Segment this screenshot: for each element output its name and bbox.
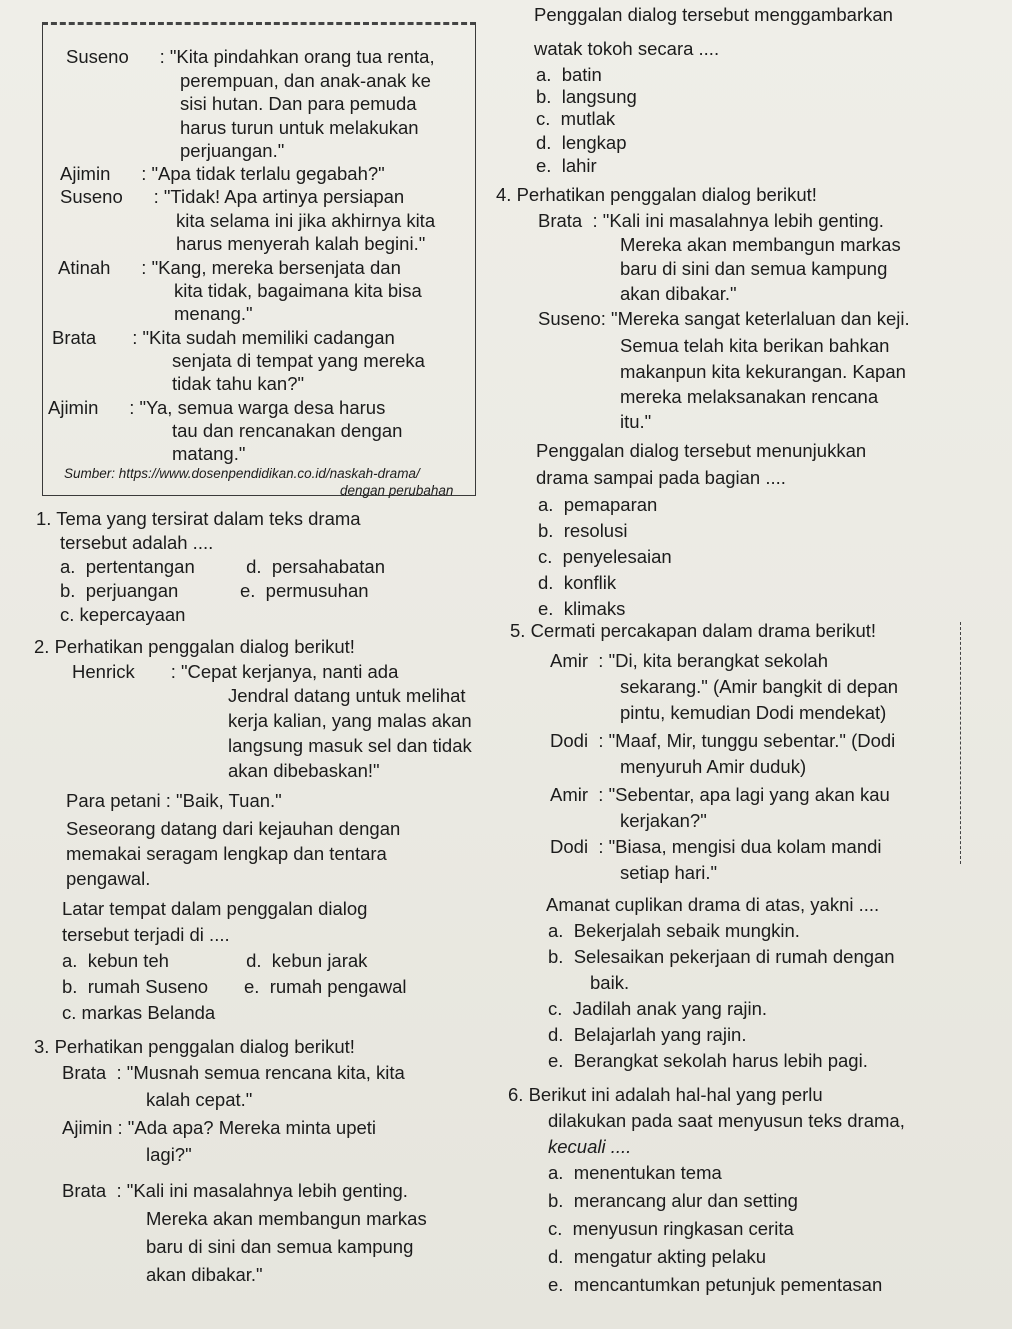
dialog-line: Dodi : "Biasa, mengisi dua kolam mandi — [550, 836, 882, 857]
question-text: dilakukan pada saat menyusun teks drama, — [548, 1110, 905, 1131]
dialog-line: kalah cepat." — [146, 1089, 253, 1110]
dialog-line: itu." — [620, 411, 652, 432]
option-row: d. Belajarlah yang rajin. — [548, 1024, 747, 1045]
question-text: watak tokoh secara .... — [534, 38, 720, 59]
excerpt-line: Ajimin : "Apa tidak terlalu gegabah?" — [60, 163, 385, 184]
dialog-line: kerja kalian, yang malas akan — [228, 710, 472, 731]
excerpt-line: kita tidak, bagaimana kita bisa — [174, 280, 422, 301]
dialog-line: makanpun kita kekurangan. Kapan — [620, 361, 906, 382]
excerpt-line: perjuangan." — [180, 140, 285, 161]
option-row: c. penyelesaian — [538, 546, 672, 567]
excerpt-line: matang." — [172, 443, 246, 464]
dialog-line: baru di sini dan semua kampung — [146, 1236, 414, 1257]
excerpt-source: dengan perubahan — [340, 483, 454, 498]
option-row: a. batin — [536, 64, 602, 85]
question-text: Penggalan dialog tersebut menunjukkan — [536, 440, 867, 461]
option-row: b. langsung — [536, 86, 637, 107]
question-text: Amanat cuplikan drama di atas, yakni .... — [546, 894, 880, 915]
question-text: Penggalan dialog tersebut menggambarkan — [534, 4, 893, 25]
excerpt-line: Brata : "Kita sudah memiliki cadangan — [52, 327, 395, 348]
narration-line: memakai seragam lengkap dan tentara — [66, 843, 387, 864]
question-5: 5. Cermati percakapan dalam drama berikut! — [510, 620, 877, 641]
dialog-line: pintu, kemudian Dodi mendekat) — [620, 702, 887, 723]
dialog-line: baru di sini dan semua kampung — [620, 258, 888, 279]
option-row: b. perjuangan e. permusuhan — [60, 580, 369, 601]
excerpt-line: Atinah : "Kang, mereka bersenjata dan — [58, 257, 401, 278]
option-row: e. Berangkat sekolah harus lebih pagi. — [548, 1050, 868, 1071]
excerpt-line: harus menyerah kalah begini." — [176, 233, 426, 254]
question-6: 6. Berikut ini adalah hal-hal yang perlu — [508, 1084, 823, 1105]
dialog-line: Ajimin : "Ada apa? Mereka minta upeti — [62, 1117, 377, 1138]
option-row: e. lahir — [536, 155, 597, 176]
dialog-line: Semua telah kita berikan bahkan — [620, 335, 890, 356]
dialog-line: Brata : "Kali ini masalahnya lebih genting. — [62, 1180, 408, 1201]
dialog-line: kerjakan?" — [620, 810, 707, 831]
option-row: c. mutlak — [536, 108, 616, 129]
excerpt-line: senjata di tempat yang mereka — [172, 350, 425, 371]
dialog-line: Para petani : "Baik, Tuan." — [66, 790, 282, 811]
excerpt-line: Ajimin : "Ya, semua warga desa harus — [48, 397, 386, 418]
option-row: d. mengatur akting pelaku — [548, 1246, 767, 1267]
excerpt-line: harus turun untuk melakukan — [180, 117, 419, 138]
excerpt-source: Sumber: https://www.dosenpendidikan.co.id/naskah-drama/ — [64, 466, 420, 481]
option-row: a. pertentangan d. persahabatan — [60, 556, 386, 577]
question-text: kecuali .... — [548, 1136, 632, 1157]
question-text: Latar tempat dalam penggalan dialog — [62, 898, 368, 919]
dialog-line: Jendral datang untuk melihat — [228, 685, 466, 706]
option-row: c. menyusun ringkasan cerita — [548, 1218, 794, 1239]
option-row: c. kepercayaan — [60, 604, 186, 625]
dialog-line: akan dibakar." — [620, 283, 737, 304]
dialog-line: Amir : "Di, kita berangkat sekolah — [550, 650, 829, 671]
dialog-line: Mereka akan membangun markas — [620, 234, 901, 255]
excerpt-line: Suseno : "Tidak! Apa artinya persiapan — [60, 186, 405, 207]
option-row: c. Jadilah anak yang rajin. — [548, 998, 768, 1019]
option-row: d. lengkap — [536, 132, 627, 153]
question-4: 4. Perhatikan penggalan dialog berikut! — [496, 184, 817, 205]
dialog-line: sekarang." (Amir bangkit di depan — [620, 676, 899, 697]
dialog-line: Henrick : "Cepat kerjanya, nanti ada — [72, 661, 399, 682]
dialog-line: akan dibakar." — [146, 1264, 263, 1285]
dialog-line: Amir : "Sebentar, apa lagi yang akan kau — [550, 784, 890, 805]
option-row: baik. — [590, 972, 630, 993]
question-2: 2. Perhatikan penggalan dialog berikut! — [34, 636, 355, 657]
option-row: a. kebun teh d. kebun jarak — [62, 950, 368, 971]
option-row: e. mencantumkan petunjuk pementasan — [548, 1274, 883, 1295]
dialog-line: Brata : "Kali ini masalahnya lebih genting. — [538, 210, 884, 231]
dialog-line: setiap hari." — [620, 862, 718, 883]
excerpt-line: tidak tahu kan?" — [172, 373, 305, 394]
option-row: d. konflik — [538, 572, 617, 593]
option-row: e. klimaks — [538, 598, 626, 619]
excerpt-line: menang." — [174, 303, 253, 324]
dialog-line: Mereka akan membangun markas — [146, 1208, 427, 1229]
option-row: b. resolusi — [538, 520, 628, 541]
option-row: a. pemaparan — [538, 494, 658, 515]
question-1: 1. Tema yang tersirat dalam teks drama — [36, 508, 361, 529]
option-row: a. Bekerjalah sebaik mungkin. — [548, 920, 800, 941]
option-row: a. menentukan tema — [548, 1162, 722, 1183]
dialog-line: Suseno: "Mereka sangat keterlaluan dan keji. — [538, 308, 910, 329]
option-row: b. rumah Suseno e. rumah pengawal — [62, 976, 407, 997]
question-text: tersebut terjadi di .... — [62, 924, 230, 945]
option-row: c. markas Belanda — [62, 1002, 216, 1023]
dialog-line: menyuruh Amir duduk) — [620, 756, 807, 777]
dialog-line: lagi?" — [146, 1144, 192, 1165]
option-row: b. Selesaikan pekerjaan di rumah dengan — [548, 946, 895, 967]
option-row: b. merancang alur dan setting — [548, 1190, 798, 1211]
dialog-line: Brata : "Musnah semua rencana kita, kita — [62, 1062, 405, 1083]
dialog-line: langsung masuk sel dan tidak — [228, 735, 472, 756]
dialog-line: Dodi : "Maaf, Mir, tunggu sebentar." (Dodi — [550, 730, 896, 751]
narration-line: pengawal. — [66, 868, 151, 889]
narration-line: Seseorang datang dari kejauhan dengan — [66, 818, 401, 839]
excerpt-line: kita selama ini jika akhirnya kita — [176, 210, 436, 231]
excerpt-line: tau dan rencanakan dengan — [172, 420, 403, 441]
dialog-line: mereka melaksanakan rencana — [620, 386, 879, 407]
excerpt-line: sisi hutan. Dan para pemuda — [180, 93, 417, 114]
question-text: tersebut adalah .... — [60, 532, 214, 553]
dialog-line: akan dibebaskan!" — [228, 760, 380, 781]
excerpt-line: perempuan, dan anak-anak ke — [180, 70, 431, 91]
question-text: drama sampai pada bagian .... — [536, 467, 786, 488]
excerpt-line: Suseno : "Kita pindahkan orang tua renta, — [66, 46, 435, 67]
question-3: 3. Perhatikan penggalan dialog berikut! — [34, 1036, 355, 1057]
